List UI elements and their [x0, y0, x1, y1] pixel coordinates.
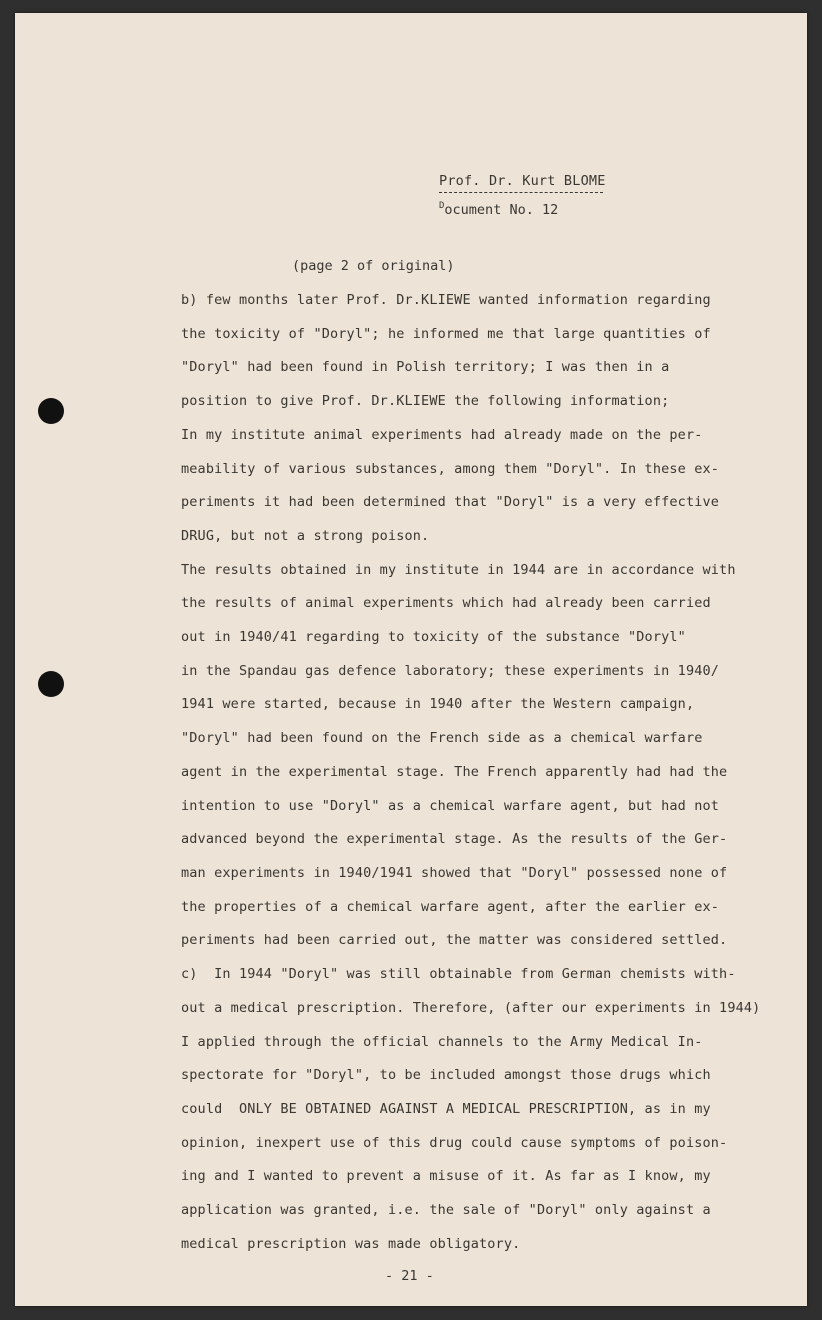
body-line: c) In 1944 "Doryl" was still obtainable from German chemists with- — [181, 966, 736, 982]
body-line: out in 1940/41 regarding to toxicity of the substance "Doryl" — [181, 629, 686, 645]
body-line: spectorate for "Doryl", to be included amongst those drugs which — [181, 1067, 711, 1083]
body-line: medical prescription was made obligatory. — [181, 1236, 521, 1252]
body-line: intention to use "Doryl" as a chemical warfare agent, but had not — [181, 798, 720, 814]
body-line: out a medical prescription. Therefore, (after our experiments in 1944) — [181, 1000, 761, 1016]
body-line: agent in the experimental stage. The French apparently had had the — [181, 764, 728, 780]
body-line: periments had been carried out, the matter was considered settled. — [181, 932, 728, 948]
page-note: (page 2 of original) — [292, 258, 455, 274]
body-line: meability of various substances, among them "Doryl". In these ex- — [181, 461, 720, 477]
header-underline — [439, 192, 603, 193]
body-line: the toxicity of "Doryl"; he informed me that large quantities of — [181, 326, 711, 342]
page-number: - 21 - — [385, 1268, 434, 1284]
punch-hole-bottom — [38, 671, 64, 697]
body-line: opinion, inexpert use of this drug could cause symptoms of poison- — [181, 1135, 728, 1151]
body-line: application was granted, i.e. the sale of "Doryl" only against a — [181, 1202, 711, 1218]
header-name: Prof. Dr. Kurt BLOME — [439, 173, 606, 189]
body-line: "Doryl" had been found on the French side as a chemical warfare — [181, 730, 703, 746]
body-line: In my institute animal experiments had already made on the per- — [181, 427, 703, 443]
document-number-mark: D — [439, 201, 445, 211]
body-line: 1941 were started, because in 1940 after the Western campaign, — [181, 696, 695, 712]
body-line: in the Spandau gas defence laboratory; these experiments in 1940/ — [181, 663, 720, 679]
document-number — [439, 198, 606, 219]
body-line: DRUG, but not a strong poison. — [181, 528, 430, 544]
body-line: advanced beyond the experimental stage. As the results of the Ger- — [181, 831, 728, 847]
body-line: the results of animal experiments which had already been carried — [181, 595, 711, 611]
body-line: position to give Prof. Dr.KLIEWE the following information; — [181, 393, 670, 409]
body-line: could ONLY BE OBTAINED AGAINST A MEDICAL PRESCRIPTION, as in my — [181, 1101, 711, 1117]
body-line: ing and I wanted to prevent a misuse of it. As far as I know, my — [181, 1168, 711, 1184]
body-line: man experiments in 1940/1941 showed that "Doryl" possessed none of — [181, 865, 728, 881]
body-line: "Doryl" had been found in Polish territory; I was then in a — [181, 359, 670, 375]
punch-hole-top — [38, 398, 64, 424]
body-line: the properties of a chemical warfare agent, after the earlier ex- — [181, 899, 720, 915]
document-number-text: ocument No. 12 — [444, 202, 559, 218]
body-line: The results obtained in my institute in 1944 are in accordance with — [181, 562, 736, 578]
document-header — [439, 173, 606, 219]
body-line: b) few months later Prof. Dr.KLIEWE wanted information regarding — [181, 292, 711, 308]
body-line: I applied through the official channels to the Army Medical In- — [181, 1034, 703, 1050]
body-line: periments it had been determined that "Doryl" is a very effective — [181, 494, 720, 510]
document-page — [15, 13, 807, 1306]
